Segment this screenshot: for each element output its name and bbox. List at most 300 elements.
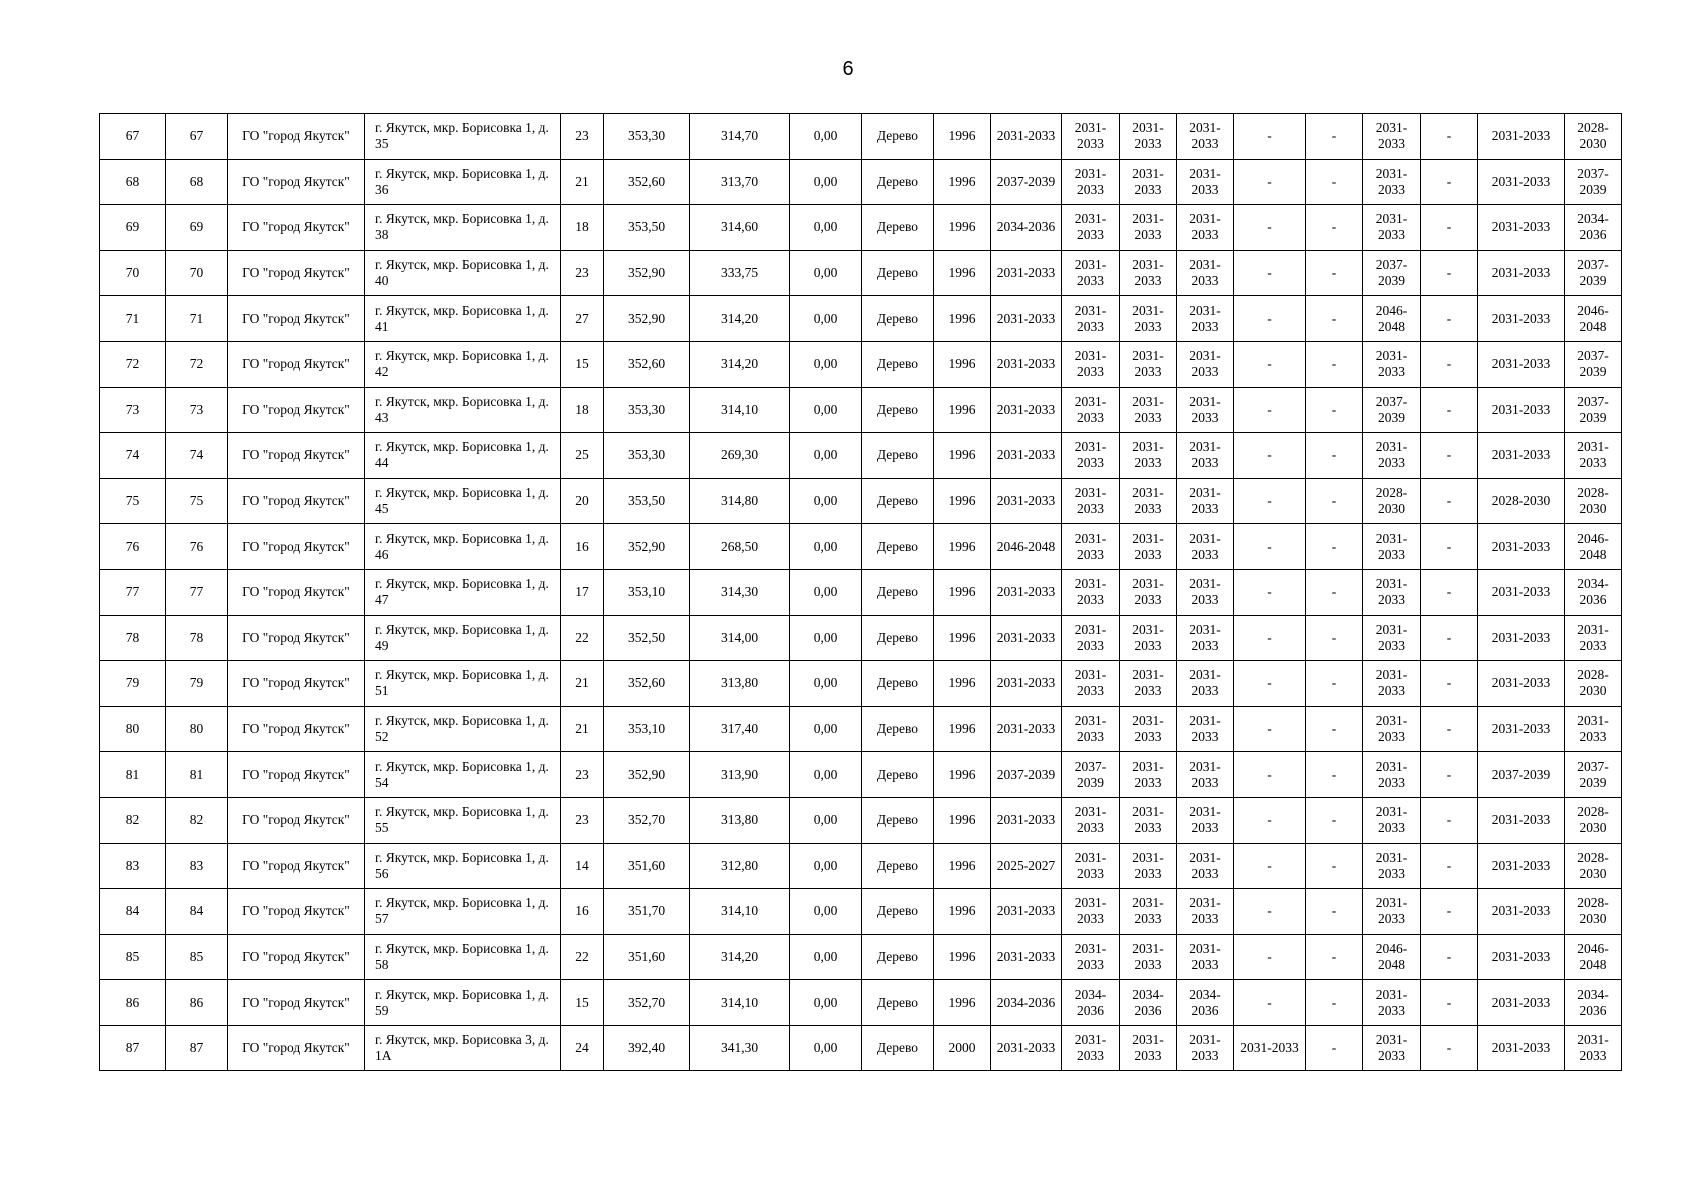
- cell-facade-repair-period: 2031-2033: [1062, 661, 1120, 707]
- page-number: 6: [842, 58, 854, 80]
- cell-facade-repair-period: 2037-2039: [1062, 752, 1120, 798]
- cell-total-area: 392,40: [604, 1025, 690, 1071]
- cell-roof-repair-period: 2037-2039: [991, 159, 1062, 205]
- cell-wall-material: Дерево: [862, 1025, 934, 1071]
- cell-year-built: 1996: [934, 433, 991, 479]
- table-row: [100, 478, 1622, 524]
- cell-elevator-repair-period: -: [1234, 114, 1306, 160]
- cell-elevator-repair-period: -: [1234, 615, 1306, 661]
- cell-row-number: 87: [100, 1025, 166, 1071]
- cell-year-built: 1996: [934, 797, 991, 843]
- cell-final-repair-period: 2046-2048: [1565, 934, 1622, 980]
- cell-roof-repair-period: 2031-2033: [991, 296, 1062, 342]
- cell-elevator-repair-period: 2031-2033: [1234, 1025, 1306, 1071]
- cell-row-number: 74: [100, 433, 166, 479]
- cell-apartment-count: 15: [561, 341, 604, 387]
- cell-roof-repair-period: 2031-2033: [991, 706, 1062, 752]
- cell-water-repair-period: 2031-2033: [1177, 934, 1234, 980]
- cell-year-built: 1996: [934, 615, 991, 661]
- cell-living-area: 317,40: [690, 706, 790, 752]
- cell-basement-repair-period: -: [1421, 433, 1478, 479]
- cell-water-repair-period: 2031-2033: [1177, 889, 1234, 935]
- cell-electric-repair-period: 2028-2030: [1363, 478, 1421, 524]
- cell-electric-repair-period: 2031-2033: [1363, 889, 1421, 935]
- cell-living-area: 268,50: [690, 524, 790, 570]
- cell-municipality: ГО "город Якутск": [228, 296, 365, 342]
- cell-nonresidential-area: 0,00: [790, 934, 862, 980]
- cell-heating-repair-period: 2031-2033: [1120, 478, 1177, 524]
- cell-final-repair-period: 2046-2048: [1565, 524, 1622, 570]
- cell-foundation-repair-period: 2031-2033: [1478, 296, 1565, 342]
- cell-total-area: 353,50: [604, 478, 690, 524]
- cell-object-number: 75: [166, 478, 228, 524]
- cell-water-repair-period: 2031-2033: [1177, 387, 1234, 433]
- cell-total-area: 352,60: [604, 159, 690, 205]
- cell-nonresidential-area: 0,00: [790, 843, 862, 889]
- cell-electric-repair-period: 2031-2033: [1363, 615, 1421, 661]
- cell-foundation-repair-period: 2031-2033: [1478, 341, 1565, 387]
- table-row: [100, 706, 1622, 752]
- cell-roof-repair-period: 2031-2033: [991, 615, 1062, 661]
- cell-row-number: 68: [100, 159, 166, 205]
- cell-elevator-repair-period: -: [1234, 569, 1306, 615]
- cell-facade-repair-period: 2031-2033: [1062, 1025, 1120, 1071]
- cell-final-repair-period: 2037-2039: [1565, 341, 1622, 387]
- cell-apartment-count: 18: [561, 205, 604, 251]
- cell-water-repair-period: 2031-2033: [1177, 615, 1234, 661]
- cell-nonresidential-area: 0,00: [790, 706, 862, 752]
- cell-final-repair-period: 2028-2030: [1565, 114, 1622, 160]
- cell-apartment-count: 21: [561, 706, 604, 752]
- table-row: [100, 752, 1622, 798]
- cell-address: г. Якутск, мкр. Борисовка 1, д. 51: [365, 661, 561, 707]
- cell-address: г. Якутск, мкр. Борисовка 1, д. 40: [365, 250, 561, 296]
- cell-facade-repair-period: 2031-2033: [1062, 524, 1120, 570]
- table-row: [100, 250, 1622, 296]
- cell-roof-repair-period: 2031-2033: [991, 569, 1062, 615]
- cell-heating-repair-period: 2034-2036: [1120, 980, 1177, 1026]
- cell-facade-repair-period: 2031-2033: [1062, 433, 1120, 479]
- cell-electric-repair-period: 2037-2039: [1363, 387, 1421, 433]
- cell-electric-repair-period: 2031-2033: [1363, 114, 1421, 160]
- cell-year-built: 1996: [934, 205, 991, 251]
- cell-apartment-count: 22: [561, 934, 604, 980]
- cell-water-repair-period: 2031-2033: [1177, 797, 1234, 843]
- table-row: [100, 1025, 1622, 1071]
- cell-heating-repair-period: 2031-2033: [1120, 661, 1177, 707]
- cell-roof-repair-period: 2031-2033: [991, 661, 1062, 707]
- cell-year-built: 1996: [934, 250, 991, 296]
- cell-row-number: 86: [100, 980, 166, 1026]
- cell-year-built: 1996: [934, 159, 991, 205]
- table-row: [100, 114, 1622, 160]
- cell-basement-repair-period: -: [1421, 752, 1478, 798]
- cell-apartment-count: 17: [561, 569, 604, 615]
- cell-total-area: 352,60: [604, 661, 690, 707]
- table-row: [100, 159, 1622, 205]
- cell-row-number: 82: [100, 797, 166, 843]
- cell-address: г. Якутск, мкр. Борисовка 3, д. 1А: [365, 1025, 561, 1071]
- cell-roof-repair-period: 2031-2033: [991, 797, 1062, 843]
- cell-facade-repair-period: 2031-2033: [1062, 159, 1120, 205]
- cell-final-repair-period: 2046-2048: [1565, 296, 1622, 342]
- cell-electric-repair-period: 2031-2033: [1363, 433, 1421, 479]
- cell-address: г. Якутск, мкр. Борисовка 1, д. 41: [365, 296, 561, 342]
- cell-row-number: 80: [100, 706, 166, 752]
- table-row: [100, 296, 1622, 342]
- cell-total-area: 352,90: [604, 524, 690, 570]
- cell-heating-repair-period: 2031-2033: [1120, 114, 1177, 160]
- cell-elevator-repair-period: -: [1234, 889, 1306, 935]
- cell-foundation-repair-period: 2031-2033: [1478, 250, 1565, 296]
- cell-total-area: 351,60: [604, 843, 690, 889]
- cell-final-repair-period: 2028-2030: [1565, 843, 1622, 889]
- cell-foundation-repair-period: 2031-2033: [1478, 205, 1565, 251]
- cell-gas-repair-period: -: [1306, 980, 1363, 1026]
- cell-address: г. Якутск, мкр. Борисовка 1, д. 44: [365, 433, 561, 479]
- cell-facade-repair-period: 2031-2033: [1062, 205, 1120, 251]
- cell-gas-repair-period: -: [1306, 433, 1363, 479]
- cell-object-number: 79: [166, 661, 228, 707]
- cell-address: г. Якутск, мкр. Борисовка 1, д. 59: [365, 980, 561, 1026]
- cell-apartment-count: 27: [561, 296, 604, 342]
- cell-municipality: ГО "город Якутск": [228, 478, 365, 524]
- cell-nonresidential-area: 0,00: [790, 478, 862, 524]
- cell-basement-repair-period: -: [1421, 615, 1478, 661]
- cell-nonresidential-area: 0,00: [790, 387, 862, 433]
- cell-gas-repair-period: -: [1306, 159, 1363, 205]
- cell-final-repair-period: 2034-2036: [1565, 569, 1622, 615]
- cell-apartment-count: 21: [561, 661, 604, 707]
- cell-nonresidential-area: 0,00: [790, 569, 862, 615]
- cell-gas-repair-period: -: [1306, 752, 1363, 798]
- cell-elevator-repair-period: -: [1234, 433, 1306, 479]
- cell-municipality: ГО "город Якутск": [228, 433, 365, 479]
- cell-living-area: 269,30: [690, 433, 790, 479]
- cell-electric-repair-period: 2037-2039: [1363, 250, 1421, 296]
- cell-foundation-repair-period: 2031-2033: [1478, 159, 1565, 205]
- cell-nonresidential-area: 0,00: [790, 114, 862, 160]
- cell-foundation-repair-period: 2031-2033: [1478, 661, 1565, 707]
- cell-wall-material: Дерево: [862, 615, 934, 661]
- cell-row-number: 75: [100, 478, 166, 524]
- cell-facade-repair-period: 2034-2036: [1062, 980, 1120, 1026]
- cell-nonresidential-area: 0,00: [790, 433, 862, 479]
- cell-facade-repair-period: 2031-2033: [1062, 615, 1120, 661]
- cell-water-repair-period: 2031-2033: [1177, 114, 1234, 160]
- cell-foundation-repair-period: 2028-2030: [1478, 478, 1565, 524]
- cell-municipality: ГО "город Якутск": [228, 524, 365, 570]
- cell-basement-repair-period: -: [1421, 250, 1478, 296]
- cell-electric-repair-period: 2031-2033: [1363, 205, 1421, 251]
- cell-municipality: ГО "город Якутск": [228, 159, 365, 205]
- cell-row-number: 70: [100, 250, 166, 296]
- cell-electric-repair-period: 2031-2033: [1363, 569, 1421, 615]
- cell-living-area: 314,70: [690, 114, 790, 160]
- cell-object-number: 83: [166, 843, 228, 889]
- cell-gas-repair-period: -: [1306, 934, 1363, 980]
- cell-address: г. Якутск, мкр. Борисовка 1, д. 58: [365, 934, 561, 980]
- cell-foundation-repair-period: 2031-2033: [1478, 706, 1565, 752]
- cell-apartment-count: 14: [561, 843, 604, 889]
- cell-wall-material: Дерево: [862, 843, 934, 889]
- cell-wall-material: Дерево: [862, 433, 934, 479]
- cell-municipality: ГО "город Якутск": [228, 980, 365, 1026]
- cell-object-number: 72: [166, 341, 228, 387]
- table-row: [100, 843, 1622, 889]
- cell-heating-repair-period: 2031-2033: [1120, 159, 1177, 205]
- cell-total-area: 353,30: [604, 433, 690, 479]
- cell-year-built: 1996: [934, 752, 991, 798]
- cell-year-built: 1996: [934, 934, 991, 980]
- cell-heating-repair-period: 2031-2033: [1120, 843, 1177, 889]
- cell-roof-repair-period: 2034-2036: [991, 205, 1062, 251]
- housing-register-table: [99, 113, 1622, 1071]
- cell-final-repair-period: 2028-2030: [1565, 478, 1622, 524]
- cell-elevator-repair-period: -: [1234, 205, 1306, 251]
- cell-total-area: 352,70: [604, 797, 690, 843]
- cell-wall-material: Дерево: [862, 889, 934, 935]
- cell-wall-material: Дерево: [862, 387, 934, 433]
- cell-row-number: 85: [100, 934, 166, 980]
- cell-municipality: ГО "город Якутск": [228, 205, 365, 251]
- cell-nonresidential-area: 0,00: [790, 889, 862, 935]
- cell-address: г. Якутск, мкр. Борисовка 1, д. 47: [365, 569, 561, 615]
- cell-apartment-count: 18: [561, 387, 604, 433]
- cell-final-repair-period: 2037-2039: [1565, 159, 1622, 205]
- cell-gas-repair-period: -: [1306, 205, 1363, 251]
- cell-municipality: ГО "город Якутск": [228, 1025, 365, 1071]
- cell-elevator-repair-period: -: [1234, 478, 1306, 524]
- cell-total-area: 352,60: [604, 341, 690, 387]
- cell-electric-repair-period: 2031-2033: [1363, 159, 1421, 205]
- cell-facade-repair-period: 2031-2033: [1062, 934, 1120, 980]
- cell-year-built: 1996: [934, 296, 991, 342]
- cell-electric-repair-period: 2046-2048: [1363, 296, 1421, 342]
- cell-roof-repair-period: 2031-2033: [991, 889, 1062, 935]
- cell-basement-repair-period: -: [1421, 205, 1478, 251]
- cell-gas-repair-period: -: [1306, 114, 1363, 160]
- cell-roof-repair-period: 2034-2036: [991, 980, 1062, 1026]
- table-row: [100, 934, 1622, 980]
- cell-row-number: 72: [100, 341, 166, 387]
- cell-final-repair-period: 2028-2030: [1565, 889, 1622, 935]
- cell-municipality: ГО "город Якутск": [228, 387, 365, 433]
- cell-nonresidential-area: 0,00: [790, 524, 862, 570]
- cell-water-repair-period: 2031-2033: [1177, 159, 1234, 205]
- cell-water-repair-period: 2031-2033: [1177, 661, 1234, 707]
- cell-object-number: 73: [166, 387, 228, 433]
- table-row: [100, 980, 1622, 1026]
- cell-heating-repair-period: 2031-2033: [1120, 524, 1177, 570]
- cell-roof-repair-period: 2025-2027: [991, 843, 1062, 889]
- cell-facade-repair-period: 2031-2033: [1062, 387, 1120, 433]
- cell-basement-repair-period: -: [1421, 706, 1478, 752]
- cell-roof-repair-period: 2046-2048: [991, 524, 1062, 570]
- cell-roof-repair-period: 2031-2033: [991, 433, 1062, 479]
- cell-foundation-repair-period: 2031-2033: [1478, 934, 1565, 980]
- cell-electric-repair-period: 2031-2033: [1363, 341, 1421, 387]
- cell-address: г. Якутск, мкр. Борисовка 1, д. 45: [365, 478, 561, 524]
- cell-apartment-count: 25: [561, 433, 604, 479]
- table-row: [100, 524, 1622, 570]
- cell-municipality: ГО "город Якутск": [228, 569, 365, 615]
- cell-nonresidential-area: 0,00: [790, 296, 862, 342]
- cell-row-number: 69: [100, 205, 166, 251]
- cell-foundation-repair-period: 2031-2033: [1478, 433, 1565, 479]
- cell-foundation-repair-period: 2031-2033: [1478, 1025, 1565, 1071]
- cell-final-repair-period: 2034-2036: [1565, 205, 1622, 251]
- cell-foundation-repair-period: 2031-2033: [1478, 569, 1565, 615]
- cell-municipality: ГО "город Якутск": [228, 114, 365, 160]
- cell-apartment-count: 23: [561, 752, 604, 798]
- table-row: [100, 387, 1622, 433]
- cell-wall-material: Дерево: [862, 934, 934, 980]
- cell-electric-repair-period: 2031-2033: [1363, 706, 1421, 752]
- cell-total-area: 352,90: [604, 250, 690, 296]
- cell-municipality: ГО "город Якутск": [228, 934, 365, 980]
- cell-gas-repair-period: -: [1306, 706, 1363, 752]
- cell-elevator-repair-period: -: [1234, 250, 1306, 296]
- cell-living-area: 314,20: [690, 296, 790, 342]
- cell-electric-repair-period: 2031-2033: [1363, 752, 1421, 798]
- cell-gas-repair-period: -: [1306, 1025, 1363, 1071]
- cell-gas-repair-period: -: [1306, 250, 1363, 296]
- cell-final-repair-period: 2028-2030: [1565, 797, 1622, 843]
- cell-living-area: 313,80: [690, 797, 790, 843]
- cell-apartment-count: 23: [561, 797, 604, 843]
- cell-apartment-count: 22: [561, 615, 604, 661]
- cell-foundation-repair-period: 2031-2033: [1478, 524, 1565, 570]
- cell-heating-repair-period: 2031-2033: [1120, 341, 1177, 387]
- cell-municipality: ГО "город Якутск": [228, 661, 365, 707]
- cell-nonresidential-area: 0,00: [790, 205, 862, 251]
- cell-address: г. Якутск, мкр. Борисовка 1, д. 43: [365, 387, 561, 433]
- cell-apartment-count: 16: [561, 524, 604, 570]
- cell-gas-repair-period: -: [1306, 615, 1363, 661]
- cell-water-repair-period: 2031-2033: [1177, 569, 1234, 615]
- cell-row-number: 78: [100, 615, 166, 661]
- cell-basement-repair-period: -: [1421, 296, 1478, 342]
- cell-wall-material: Дерево: [862, 569, 934, 615]
- cell-row-number: 67: [100, 114, 166, 160]
- cell-living-area: 314,10: [690, 980, 790, 1026]
- cell-gas-repair-period: -: [1306, 478, 1363, 524]
- cell-apartment-count: 24: [561, 1025, 604, 1071]
- cell-wall-material: Дерево: [862, 205, 934, 251]
- cell-total-area: 353,10: [604, 569, 690, 615]
- cell-municipality: ГО "город Якутск": [228, 797, 365, 843]
- cell-final-repair-period: 2034-2036: [1565, 980, 1622, 1026]
- cell-electric-repair-period: 2031-2033: [1363, 1025, 1421, 1071]
- cell-heating-repair-period: 2031-2033: [1120, 706, 1177, 752]
- cell-basement-repair-period: -: [1421, 569, 1478, 615]
- cell-wall-material: Дерево: [862, 250, 934, 296]
- cell-total-area: 351,70: [604, 889, 690, 935]
- cell-object-number: 78: [166, 615, 228, 661]
- cell-electric-repair-period: 2031-2033: [1363, 843, 1421, 889]
- cell-year-built: 1996: [934, 980, 991, 1026]
- cell-address: г. Якутск, мкр. Борисовка 1, д. 55: [365, 797, 561, 843]
- cell-electric-repair-period: 2031-2033: [1363, 797, 1421, 843]
- cell-heating-repair-period: 2031-2033: [1120, 433, 1177, 479]
- cell-year-built: 1996: [934, 889, 991, 935]
- cell-municipality: ГО "город Якутск": [228, 706, 365, 752]
- cell-row-number: 77: [100, 569, 166, 615]
- cell-address: г. Якутск, мкр. Борисовка 1, д. 49: [365, 615, 561, 661]
- cell-gas-repair-period: -: [1306, 889, 1363, 935]
- cell-nonresidential-area: 0,00: [790, 615, 862, 661]
- cell-water-repair-period: 2031-2033: [1177, 524, 1234, 570]
- cell-year-built: 1996: [934, 569, 991, 615]
- cell-basement-repair-period: -: [1421, 478, 1478, 524]
- cell-total-area: 352,90: [604, 752, 690, 798]
- cell-final-repair-period: 2031-2033: [1565, 1025, 1622, 1071]
- cell-elevator-repair-period: -: [1234, 797, 1306, 843]
- cell-living-area: 312,80: [690, 843, 790, 889]
- cell-water-repair-period: 2031-2033: [1177, 843, 1234, 889]
- cell-elevator-repair-period: -: [1234, 159, 1306, 205]
- cell-wall-material: Дерево: [862, 661, 934, 707]
- cell-row-number: 83: [100, 843, 166, 889]
- cell-gas-repair-period: -: [1306, 661, 1363, 707]
- cell-living-area: 313,80: [690, 661, 790, 707]
- cell-nonresidential-area: 0,00: [790, 341, 862, 387]
- cell-living-area: 313,90: [690, 752, 790, 798]
- cell-heating-repair-period: 2031-2033: [1120, 752, 1177, 798]
- cell-object-number: 67: [166, 114, 228, 160]
- cell-wall-material: Дерево: [862, 980, 934, 1026]
- cell-total-area: 352,50: [604, 615, 690, 661]
- cell-final-repair-period: 2037-2039: [1565, 752, 1622, 798]
- cell-electric-repair-period: 2031-2033: [1363, 661, 1421, 707]
- cell-object-number: 69: [166, 205, 228, 251]
- cell-elevator-repair-period: -: [1234, 661, 1306, 707]
- cell-apartment-count: 15: [561, 980, 604, 1026]
- cell-nonresidential-area: 0,00: [790, 1025, 862, 1071]
- cell-heating-repair-period: 2031-2033: [1120, 889, 1177, 935]
- cell-roof-repair-period: 2031-2033: [991, 114, 1062, 160]
- cell-facade-repair-period: 2031-2033: [1062, 250, 1120, 296]
- cell-year-built: 1996: [934, 706, 991, 752]
- cell-object-number: 82: [166, 797, 228, 843]
- cell-water-repair-period: 2031-2033: [1177, 478, 1234, 524]
- cell-basement-repair-period: -: [1421, 159, 1478, 205]
- table-row: [100, 889, 1622, 935]
- cell-year-built: 1996: [934, 524, 991, 570]
- cell-wall-material: Дерево: [862, 159, 934, 205]
- cell-wall-material: Дерево: [862, 341, 934, 387]
- cell-nonresidential-area: 0,00: [790, 159, 862, 205]
- cell-year-built: 2000: [934, 1025, 991, 1071]
- cell-basement-repair-period: -: [1421, 341, 1478, 387]
- cell-living-area: 314,60: [690, 205, 790, 251]
- cell-address: г. Якутск, мкр. Борисовка 1, д. 35: [365, 114, 561, 160]
- cell-total-area: 351,60: [604, 934, 690, 980]
- table-row: [100, 661, 1622, 707]
- cell-foundation-repair-period: 2031-2033: [1478, 843, 1565, 889]
- cell-living-area: 314,10: [690, 889, 790, 935]
- cell-apartment-count: 23: [561, 114, 604, 160]
- cell-roof-repair-period: 2037-2039: [991, 752, 1062, 798]
- cell-heating-repair-period: 2031-2033: [1120, 569, 1177, 615]
- cell-basement-repair-period: -: [1421, 980, 1478, 1026]
- cell-elevator-repair-period: -: [1234, 706, 1306, 752]
- cell-facade-repair-period: 2031-2033: [1062, 797, 1120, 843]
- cell-heating-repair-period: 2031-2033: [1120, 1025, 1177, 1071]
- cell-address: г. Якутск, мкр. Борисовка 1, д. 54: [365, 752, 561, 798]
- cell-electric-repair-period: 2046-2048: [1363, 934, 1421, 980]
